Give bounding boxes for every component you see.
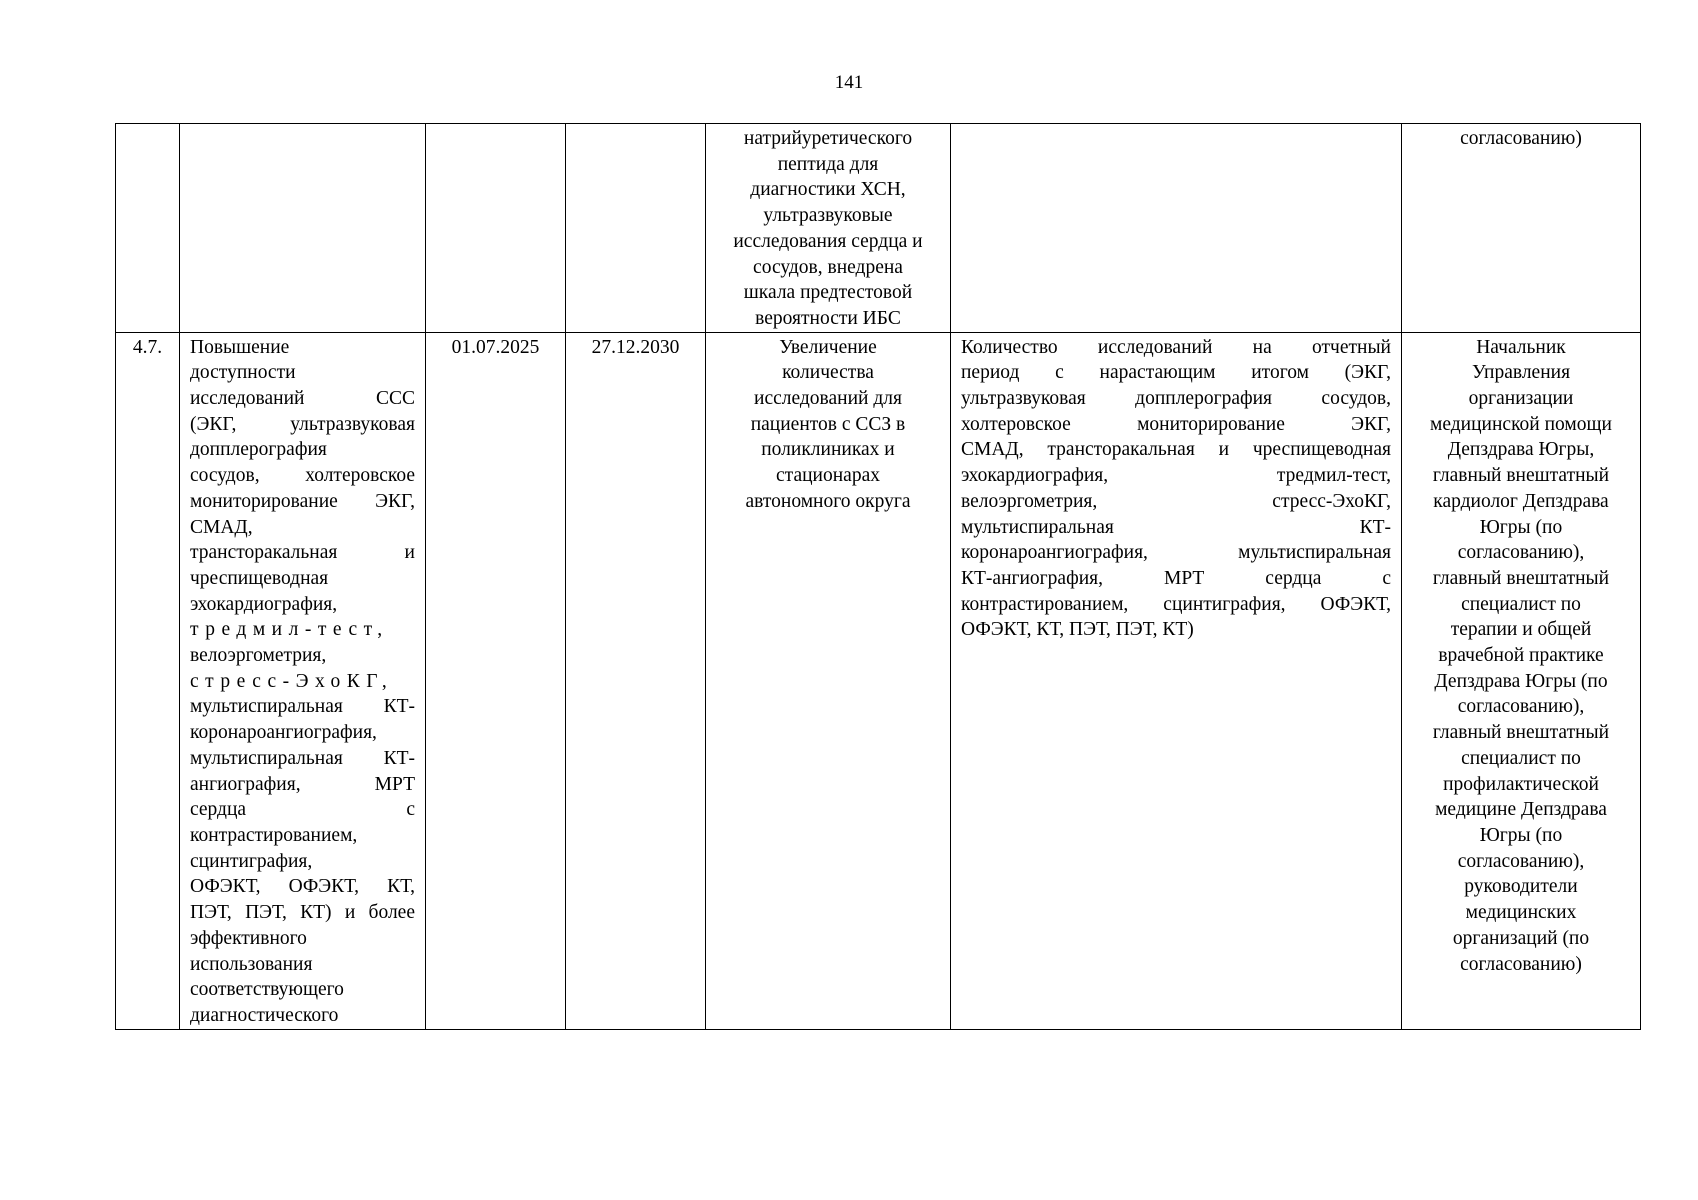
responsible-line: организации [1468,388,1574,410]
indicator-line: холтеровское мониторирование ЭКГ, [961,413,1391,435]
cont-name-cell [180,124,426,333]
responsible-line: медицине Депздрава [1435,799,1607,821]
result-line: исследований для [754,388,902,410]
indicator-line: период с нарастающим итогом (ЭКГ, [961,362,1391,384]
cont-number-cell [116,124,180,333]
measure-name-line: эхокардиография, [190,593,338,615]
cont-result-line: исследования сердца и [733,230,923,252]
responsible-line: главный внештатный [1432,722,1610,744]
indicator-line: эхокардиография, тредмил-тест, [961,465,1391,487]
indicator-line: коронароангиография, мультиспиральная [961,542,1391,564]
result-line: пациентов с ССЗ в [750,413,906,435]
indicator-line: ультразвуковая допплерография сосудов, [961,388,1391,410]
measure-name-line: велоэргометрия, [190,645,327,667]
responsible-line: согласованию) [1460,953,1582,975]
page-number: 141 [834,72,864,93]
start-date-cell [426,332,566,1029]
measure-name-line: использования [190,953,313,975]
responsible-line: Начальник [1476,336,1566,358]
indicator-cell [951,332,1402,1029]
cont-result-line: пептида для [777,153,879,175]
measure-name-cell [180,332,426,1029]
measure-name-line: контрастированием, [190,824,358,846]
responsible-line: кардиолог Депздрава [1433,490,1609,512]
responsible-line: медицинской помощи [1430,413,1612,435]
measure-name-line: ангиография, МРТ [190,773,415,795]
measure-name-line: Повышение [190,336,290,358]
measure-name-line: мониторирование ЭКГ, [190,490,415,512]
cont-indicator-cell [951,124,1402,333]
responsible-line: согласованию), [1457,696,1585,718]
indicator-line: ОФЭКТ, КТ, ПЭТ, ПЭТ, КТ) [961,619,1194,641]
measure-name-line: трансторакальная и [190,542,415,564]
result-line: Увеличение [779,336,877,358]
responsible-line: Управления [1471,362,1571,384]
measure-name-line: коронароангиография, [190,722,377,744]
responsible-line: специалист по [1461,593,1581,615]
result-line: стационарах [776,465,880,487]
measure-name-line: сердца с [190,799,415,821]
responsible-line: руководители [1464,876,1578,898]
cont-responsible-cell [1402,124,1641,333]
measure-name-line: допплерография [190,439,327,461]
responsible-line: медицинских [1465,902,1577,924]
responsible-line: Югры (по [1479,824,1563,846]
responsible-line: главный внештатный [1432,567,1610,589]
indicator-line: КТ-ангиография, МРТ сердца с [961,567,1391,589]
measure-name-line: сцинтиграфия, [190,850,313,872]
measure-name-line: тредмил-тест, [190,619,389,641]
cont-responsible-line: согласованию) [1460,128,1582,149]
measure-name-line: доступности [190,362,296,384]
result-line: количества [782,362,874,384]
cont-result-line: шкала предтестовой [743,282,913,304]
measure-name-line: соответствующего [190,979,344,1001]
measure-name-line: сосудов, холтеровское [190,465,415,487]
responsible-line: терапии и общей [1450,619,1592,641]
row-number-cell [116,332,180,1029]
cont-start-cell [426,124,566,333]
indicator-line: велоэргометрия, стресс-ЭхоКГ, [961,490,1391,512]
table-row-continued [116,124,1641,333]
responsible-line: Депздрава Югры (по [1434,670,1608,692]
measure-name-line: чреспищеводная [190,567,329,589]
measure-name-line: мультиспиральная КТ- [190,747,415,769]
measure-name-line: СМАД, [190,516,253,538]
plan-table [115,123,1641,1030]
measure-name-line: ПЭТ, ПЭТ, КТ) и более [190,902,415,924]
measure-name-line: ОФЭКТ, ОФЭКТ, КТ, [190,876,415,898]
responsible-line: согласованию), [1457,542,1585,564]
measure-name-line: диагностического [190,1004,339,1026]
end-date: 27.12.2030 [591,336,680,358]
measure-name-line: мультиспиральная КТ- [190,696,415,718]
indicator-line: мультиспиральная КТ- [961,516,1391,538]
cont-result-cell [706,124,951,333]
indicator-line: контрастированием, сцинтиграфия, ОФЭКТ, [961,593,1391,615]
measure-name-line: (ЭКГ, ультразвуковая [190,413,415,435]
responsible-cell [1402,332,1641,1029]
result-cell [706,332,951,1029]
responsible-line: врачебной практике [1438,645,1604,667]
indicator-line: СМАД, трансторакальная и чреспищеводная [961,439,1391,461]
responsible-line: профилактической [1443,773,1599,795]
table-row-4-7 [116,332,1641,1029]
responsible-line: Югры (по [1479,516,1563,538]
cont-result-line: диагностики ХСН, [750,179,906,201]
measure-name-line: эффективного [190,927,307,949]
start-date: 01.07.2025 [451,336,540,358]
responsible-line: Депздрава Югры, [1447,439,1595,461]
cont-end-cell [566,124,706,333]
measure-name-line: исследований ССС [190,388,415,410]
result-line: автономного округа [745,490,911,512]
responsible-line: главный внештатный [1432,465,1610,487]
cont-result-line: ультразвуковые [763,205,893,227]
row-number: 4.7. [132,336,163,358]
indicator-line: Количество исследований на отчетный [961,336,1391,358]
cont-result-line: вероятности ИБС [755,307,901,329]
result-line: поликлиниках и [761,439,895,461]
end-date-cell [566,332,706,1029]
cont-result-line: натрийуретического [743,128,913,149]
responsible-line: согласованию), [1457,850,1585,872]
cont-result-line: сосудов, внедрена [753,256,903,278]
responsible-line: специалист по [1461,747,1581,769]
measure-name-line: стресс-ЭхоКГ, [190,670,394,692]
responsible-line: организаций (по [1452,927,1590,949]
